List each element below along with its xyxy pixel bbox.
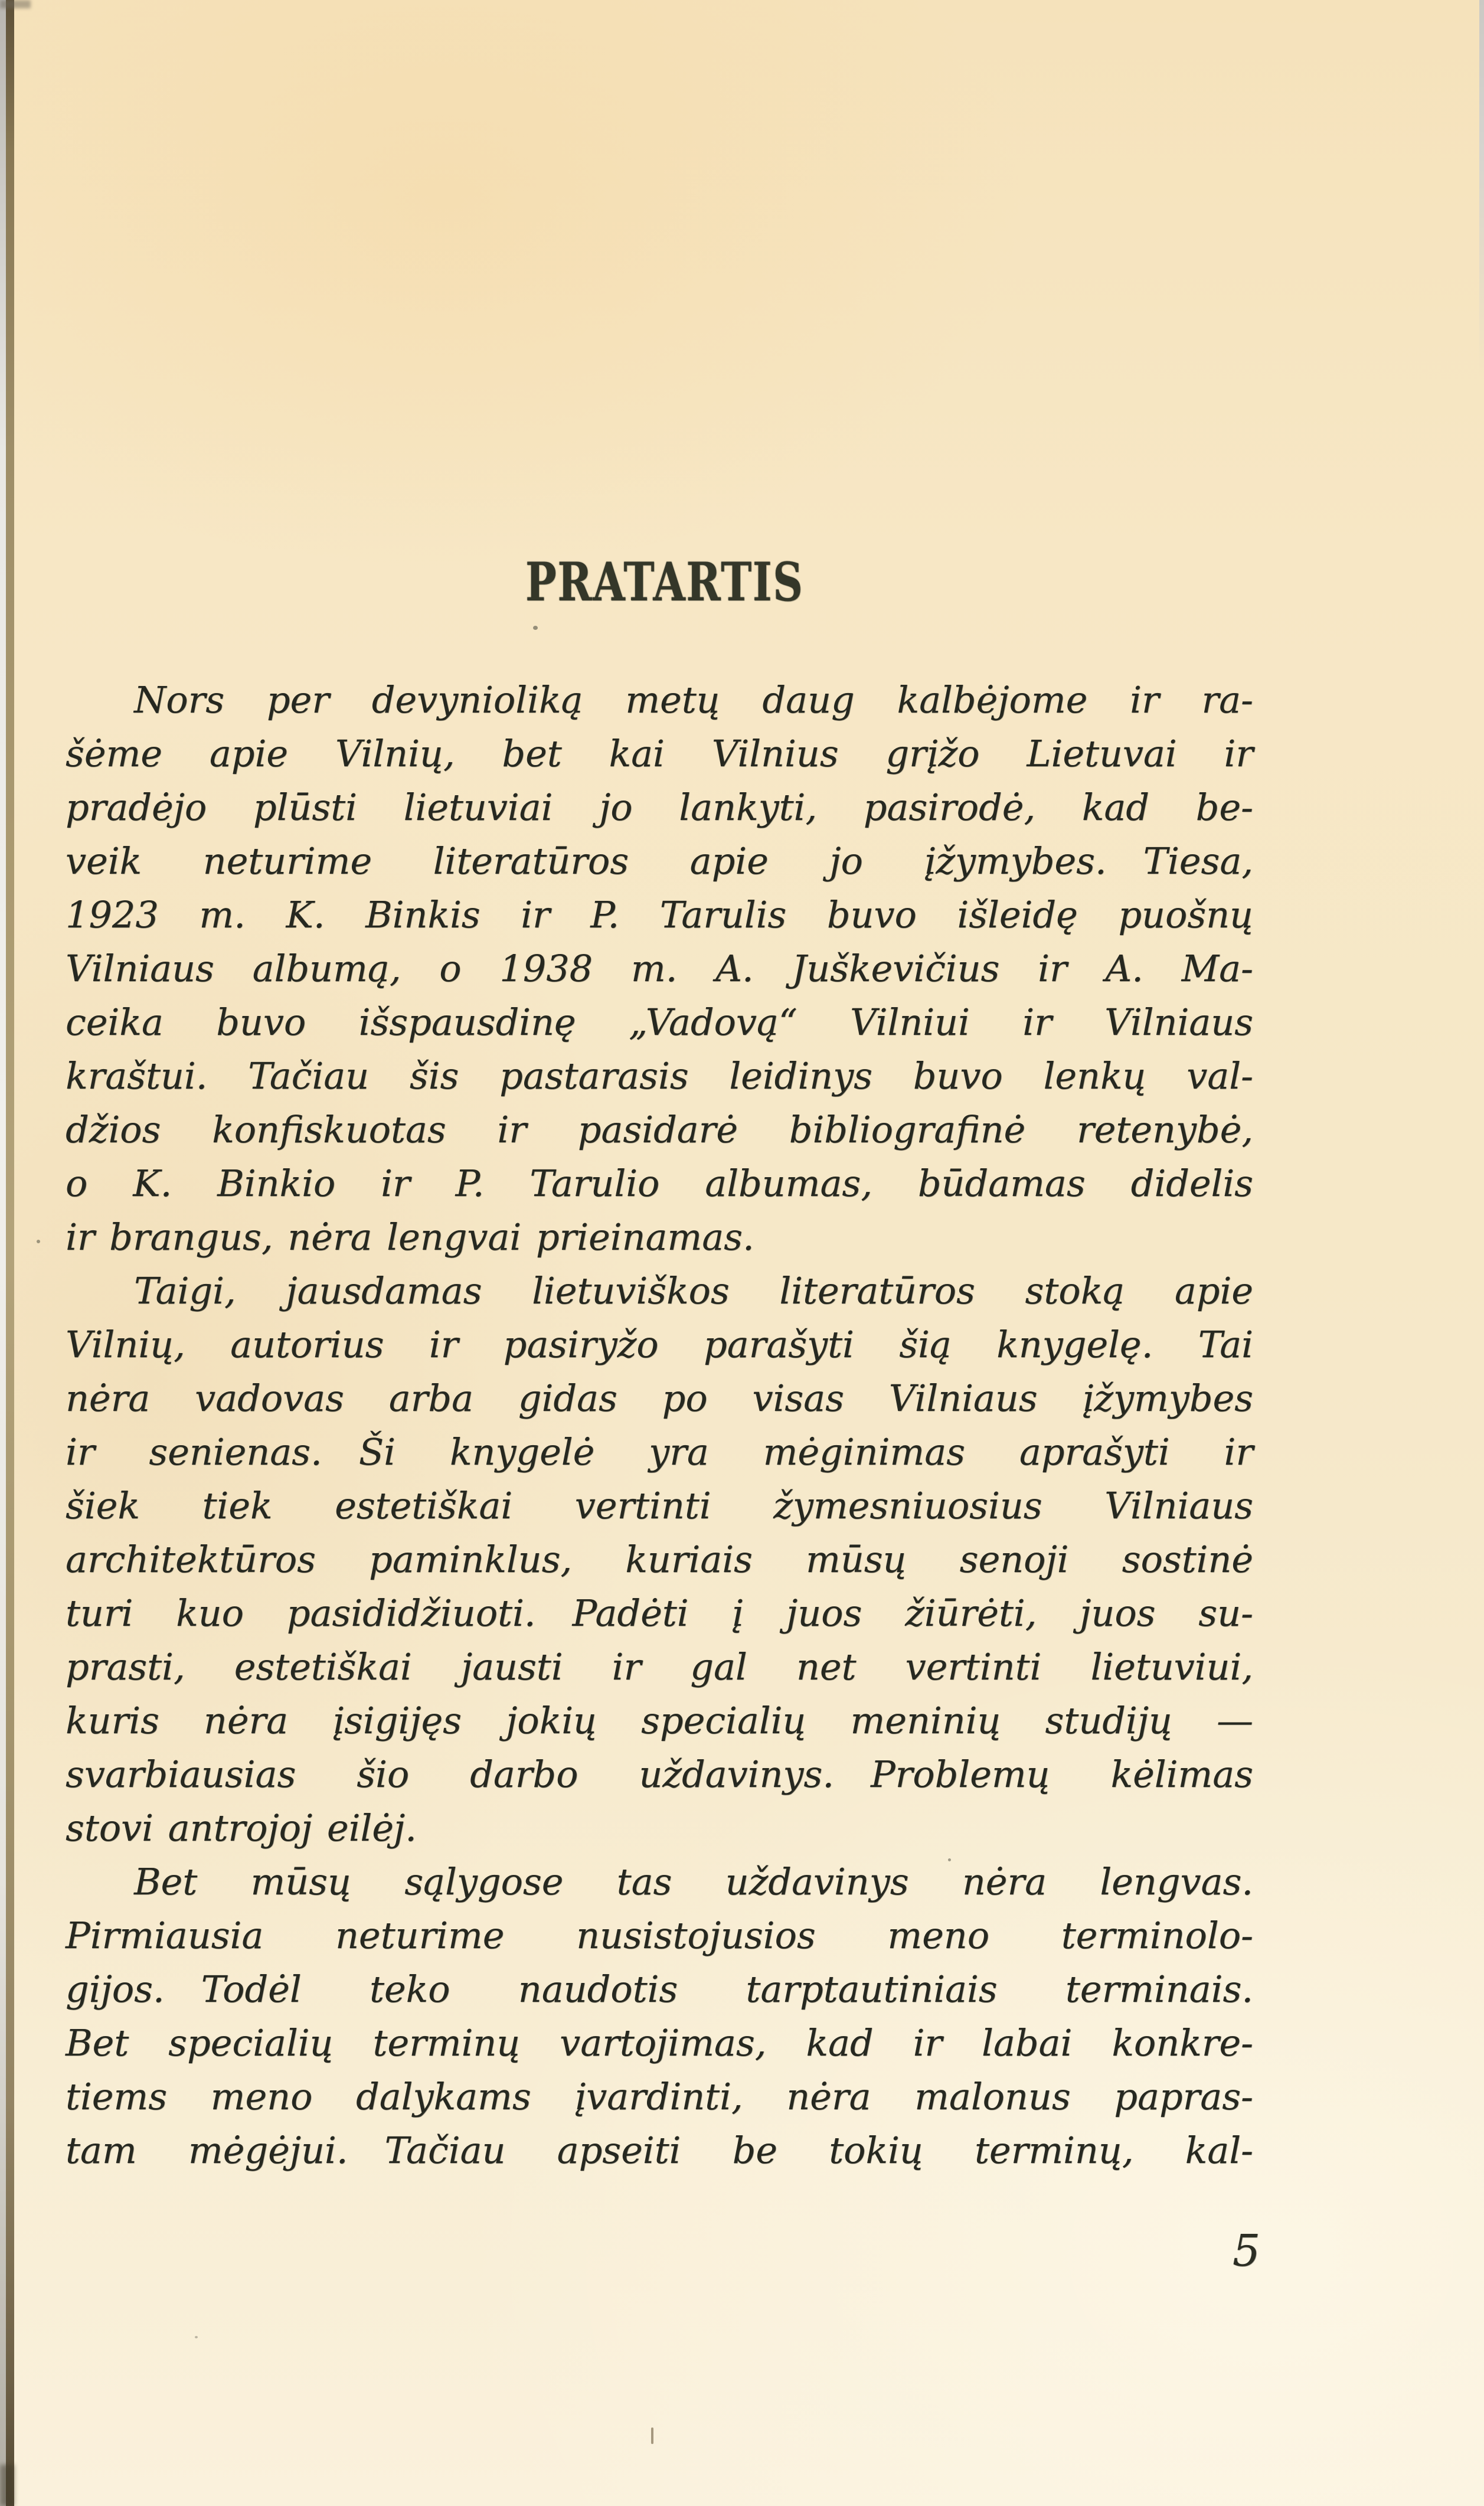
paragraph — [66, 1855, 1253, 2177]
text-line: kuris nėra įsigijęs jokių specialių meninių studijų — — [66, 1699, 1253, 1742]
text-line: 1923 m. K. Binkis ir P. Tarulis buvo išleidę puošnų — [66, 893, 1253, 936]
paragraph — [66, 1264, 1253, 1855]
text-line: šiek tiek estetiškai vertinti žymesniuosius Vilniaus — [66, 1484, 1253, 1527]
page-number: 5 — [1232, 2226, 1260, 2276]
text-line: Bet specialių terminų vartojimas, kad ir labai konkre- — [66, 2021, 1253, 2064]
text-line: o K. Binkio ir P. Tarulio albumas, būdamas didelis — [66, 1162, 1253, 1205]
text-line: Pirmiausia neturime nusistojusios meno terminolo- — [66, 1914, 1253, 1957]
text-line: kraštui. Tačiau šis pastarasis leidinys buvo lenkų val- — [66, 1054, 1253, 1097]
text-line: gijos. Todėl teko naudotis tarptautiniais terminais. — [66, 1968, 1253, 2011]
text-line: architektūros paminklus, kuriais mūsų senoji sostinė — [66, 1538, 1253, 1581]
corner-smudge-top-left — [0, 0, 31, 8]
scanner-bed-strip — [0, 0, 6, 2506]
text-line: Bet mūsų sąlygose tas uždavinys nėra lengvas. — [134, 1860, 1253, 1903]
paper-speck — [533, 626, 538, 630]
text-line: Vilniaus albumą, o 1938 m. A. Juškevičius ir A. Ma- — [66, 947, 1253, 990]
text-line: prasti, estetiškai jausti ir gal net vertinti lietuviui, — [66, 1645, 1253, 1688]
text-line: nėra vadovas arba gidas po visas Vilniaus įžymybes — [66, 1377, 1253, 1420]
text-line: Nors per devynioliką metų daug kalbėjome ir ra- — [134, 678, 1253, 721]
paper-fiber-mark — [651, 2427, 653, 2444]
text-line: tam mėgėjui. Tačiau apseiti be tokių terminų, kal- — [66, 2129, 1253, 2172]
paper-speck — [37, 1240, 40, 1243]
text-block — [66, 673, 1253, 2177]
scanner-right-sliver — [1479, 0, 1484, 378]
text-line: Vilnių, autorius ir pasiryžo parašyti šią knygelę. Tai — [66, 1323, 1253, 1366]
text-line: stovi antrojoj eilėj. — [66, 1806, 417, 1850]
text-line: Taigi, jausdamas lietuviškos literatūros stoką apie — [134, 1269, 1253, 1312]
paragraph — [66, 673, 1253, 1264]
text-line: džios konfiskuotas ir pasidarė bibliografinė retenybė, — [66, 1108, 1253, 1151]
page-title: PRATARTIS — [525, 551, 804, 613]
text-line: ir senienas. Ši knygelė yra mėginimas aprašyti ir — [66, 1430, 1253, 1473]
text-line: svarbiausias šio darbo uždavinys. Problemų kėlimas — [66, 1753, 1253, 1796]
text-line: turi kuo pasididžiuoti. Padėti į juos žiūrėti, juos su- — [66, 1592, 1253, 1635]
page-edge-shadow — [6, 0, 14, 2506]
text-line: šėme apie Vilnių, bet kai Vilnius grįžo Lietuvai ir — [66, 732, 1253, 775]
text-line: ceika buvo išspausdinę „Vadovą“ Vilniui ir Vilniaus — [66, 1001, 1253, 1044]
text-line: pradėjo plūsti lietuviai jo lankyti, pasirodė, kad be- — [66, 786, 1253, 829]
corner-smudge-bottom-left — [0, 2465, 14, 2506]
text-line: ir brangus, nėra lengvai prieinamas. — [66, 1216, 754, 1259]
paper-speck — [195, 2336, 198, 2338]
text-line: veik neturime literatūros apie jo įžymybes. Tiesa, — [66, 839, 1253, 883]
text-line: tiems meno dalykams įvardinti, nėra malonus papras- — [66, 2075, 1253, 2118]
